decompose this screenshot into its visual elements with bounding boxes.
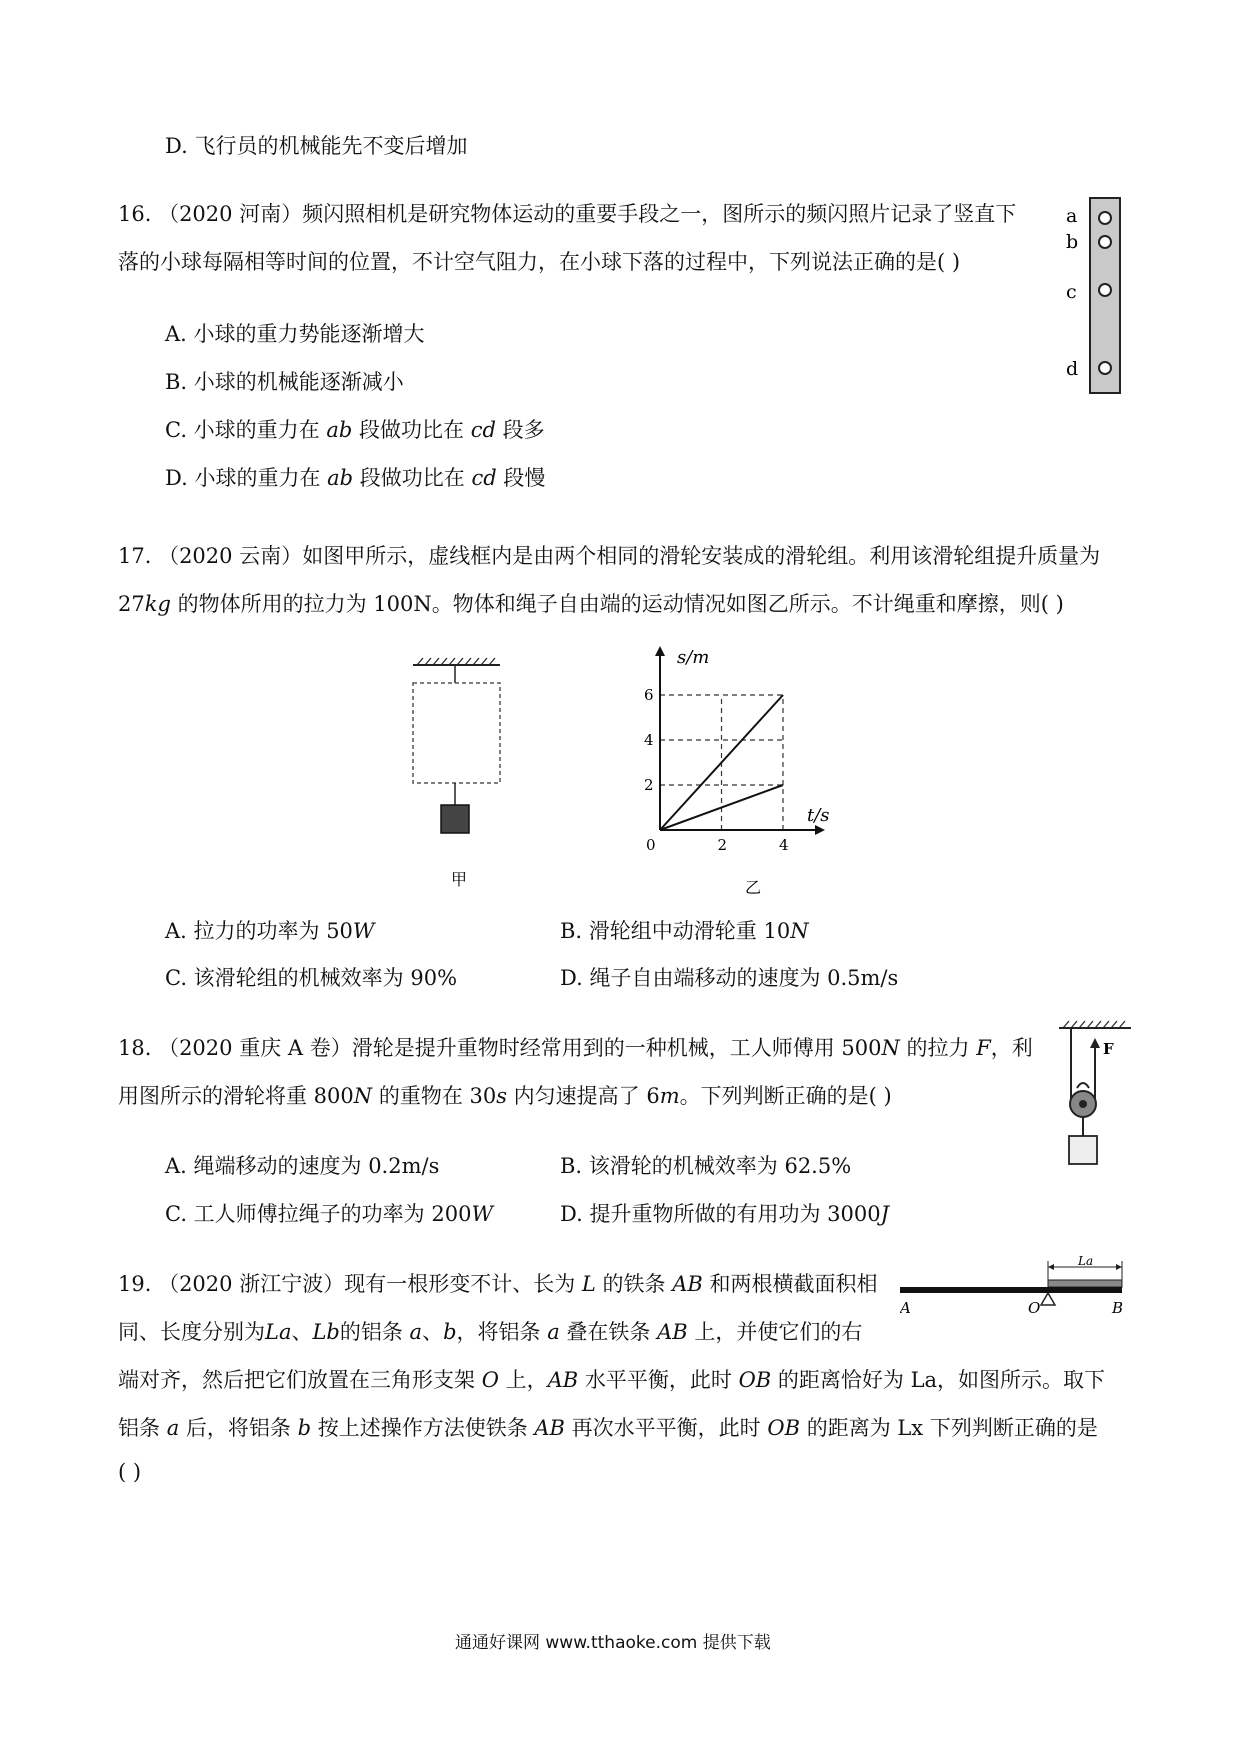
label-la: La [1078,1255,1094,1268]
caption-jia: 甲 [451,870,468,889]
x-tick-label-0: 0 [646,836,656,854]
label-a: a [1066,205,1078,227]
x-tick-label-2: 2 [717,836,728,854]
x-axis-arrow [815,825,825,835]
q19-stem-line2: 同、长度分别为La、Lb的铝条 a、b，将铝条 a 叠在铁条 AB 上，并使它们的右 [118,1320,863,1344]
y-axis-arrow [655,646,665,656]
aluminum-bar-a [1048,1280,1122,1287]
pulley-box-figure [405,655,515,905]
ball-d [1099,362,1111,374]
ball-a [1099,212,1111,224]
q17-option-c: C. 该滑轮组的机械效率为 90% [165,966,458,990]
q17-option-d: D. 绳子自由端移动的速度为 0.5m/s [560,966,899,990]
y-tick-label-4: 4 [644,731,654,749]
q18-stem-line1: 18. （2020 重庆 A 卷）滑轮是提升重物时经常用到的一种机械，工人师傅用 500N 的拉力 F，利 [118,1036,1033,1060]
label-d: d [1066,358,1079,380]
iron-bar-ab [900,1287,1122,1293]
lever-figure [900,1255,1130,1325]
y-tick-label-2: 2 [644,776,654,794]
movable-pulley-figure [1055,1018,1135,1188]
strobe-photo-figure [1060,190,1130,400]
q18-option-c: C. 工人师傅拉绳子的功率为 200W [165,1202,494,1226]
label-b: b [1066,231,1079,253]
label-a-end: A [900,1299,911,1317]
q19-stem-line4: 铝条 a 后，将铝条 b 按上述操作方法使铁条 AB 再次水平平衡，此时 OB 的距离为 Lx 下列判断正确的是 [118,1416,1098,1440]
st-chart [635,645,855,905]
x-tick-label-4: 4 [779,836,789,854]
ball-b [1099,236,1111,248]
q16-option-d: D. 小球的重力在 ab 段做功比在 cd 段慢 [165,466,546,490]
q17-option-b: B. 滑轮组中动滑轮重 10N [560,919,809,943]
x-axis-label: t/s [807,805,830,826]
fulcrum [1041,1293,1055,1305]
caption-yi: 乙 [745,878,762,897]
q18-stem-line2: 用图所示的滑轮将重 800N 的重物在 30s 内匀速提高了 6m。下列判断正确的是( ) [118,1084,892,1108]
q19-stem-line3: 端对齐，然后把它们放置在三角形支架 O 上，AB 水平平衡，此时 OB 的距离恰好为 La，如图所示。取下 [118,1368,1106,1392]
dashed-box [413,683,500,783]
q16-option-c: C. 小球的重力在 ab 段做功比在 cd 段多 [165,418,545,442]
y-axis-label: s/m [677,647,710,668]
force-arrow [1090,1038,1100,1048]
q18-option-d: D. 提升重物所做的有用功为 3000J [560,1202,889,1226]
footer-source: 通通好课网 www.tthaoke.com 提供下载 [455,1633,771,1653]
load-block [441,805,469,833]
q18-option-b: B. 该滑轮的机械效率为 62.5% [560,1154,852,1178]
q16-option-b: B. 小球的机械能逐渐减小 [165,370,404,394]
ball-c [1099,284,1111,296]
q19-stem-line5: ( ) [118,1460,142,1484]
q17-stem-line2: 27kg 的物体所用的拉力为 100N。物体和绳子自由端的运动情况如图乙所示。不计绳重和摩擦，则( ) [118,592,1064,616]
heavy-object [1069,1136,1097,1164]
q16-stem-line2: 落的小球每隔相等时间的位置，不计空气阻力，在小球下落的过程中，下列说法正确的是( ) [118,250,961,274]
label-b-end: B [1112,1299,1124,1317]
q17-stem-line1: 17. （2020 云南）如图甲所示，虚线框内是由两个相同的滑轮安装成的滑轮组。利用该滑轮组提升质量为 [118,544,1101,568]
q16-stem-line1: 16. （2020 河南）频闪照相机是研究物体运动的重要手段之一，图所示的频闪照片记录了竖直下 [118,202,1017,226]
q19-stem-line1: 19. （2020 浙江宁波）现有一根形变不计、长为 L 的铁条 AB 和两根横截面积相 [118,1272,878,1296]
y-tick-label-6: 6 [644,686,654,704]
label-f: F [1103,1040,1114,1058]
q17-option-a: A. 拉力的功率为 50W [165,919,375,943]
label-c: c [1066,281,1077,303]
q18-option-a: A. 绳端移动的速度为 0.2m/s [165,1154,440,1178]
q16-option-a: A. 小球的重力势能逐渐增大 [165,322,425,346]
label-o: O [1028,1299,1041,1317]
q15-option-d: D. 飞行员的机械能先不变后增加 [165,134,468,158]
